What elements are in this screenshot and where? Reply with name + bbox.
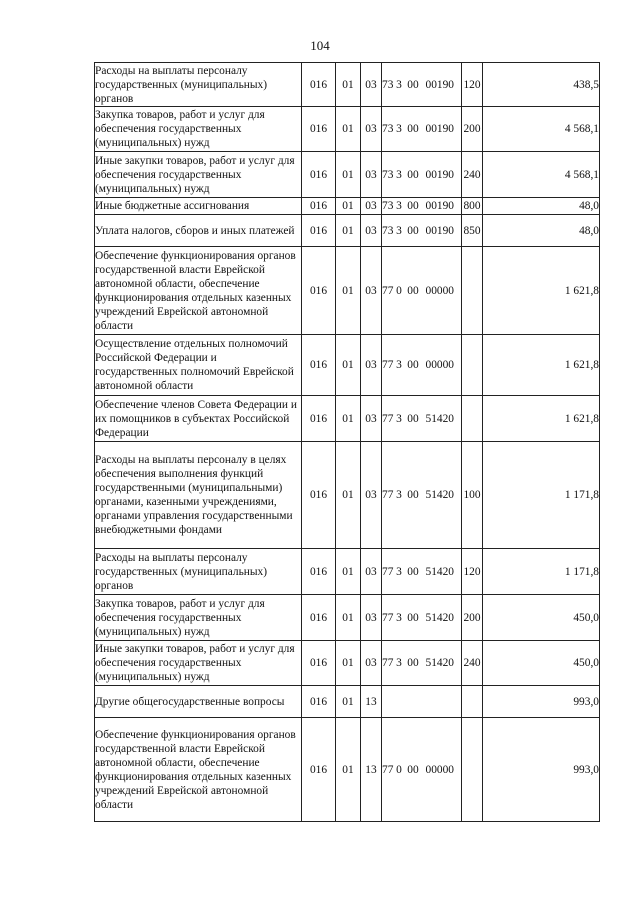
row-name: Уплата налогов, сборов и иных платежей (95, 215, 302, 247)
target-article-code (382, 686, 462, 718)
subsection-code: 03 (361, 107, 382, 152)
expense-type-code (462, 396, 483, 442)
table-row (95, 641, 600, 686)
section-code: 01 (336, 396, 361, 442)
target-article-code: 77 3 00 51420 (382, 396, 462, 442)
section-code: 01 (336, 107, 361, 152)
ministry-code: 016 (302, 107, 336, 152)
ministry-code: 016 (302, 718, 336, 822)
ministry-code: 016 (302, 247, 336, 335)
target-article-code: 73 3 00 00190 (382, 107, 462, 152)
row-name: Расходы на выплаты персоналу в целях обеспечения выполнения функций государственными (муниципальными) органами, казенными учреждениями, органами управления государственными внебюджетными фондами (95, 442, 302, 549)
target-article-code: 73 3 00 00190 (382, 198, 462, 215)
amount: 1 171,8 (483, 549, 600, 595)
subsection-code: 03 (361, 63, 382, 107)
ministry-code: 016 (302, 396, 336, 442)
section-code: 01 (336, 198, 361, 215)
table-row (95, 198, 600, 215)
target-article-code: 77 0 00 00000 (382, 718, 462, 822)
amount: 1 621,8 (483, 396, 600, 442)
table-row (95, 107, 600, 152)
target-article-code: 77 0 00 00000 (382, 247, 462, 335)
row-name: Осуществление отдельных полномочий Российской Федерации и государственных полномочий Еврейской автономной области (95, 335, 302, 396)
subsection-code: 03 (361, 198, 382, 215)
subsection-code: 03 (361, 247, 382, 335)
row-name: Обеспечение функционирования органов государственной власти Еврейской автономной области, обеспечение функционирования отдельных казенных учреждений Еврейской автономной области (95, 247, 302, 335)
section-code: 01 (336, 335, 361, 396)
section-code: 01 (336, 247, 361, 335)
table-row (95, 215, 600, 247)
target-article-code: 73 3 00 00190 (382, 215, 462, 247)
ministry-code: 016 (302, 686, 336, 718)
target-article-code: 73 3 00 00190 (382, 63, 462, 107)
table-row (95, 442, 600, 549)
subsection-code: 03 (361, 641, 382, 686)
expense-type-code: 850 (462, 215, 483, 247)
table-row (95, 549, 600, 595)
ministry-code: 016 (302, 335, 336, 396)
row-name: Иные закупки товаров, работ и услуг для обеспечения государственных (муниципальных) нужд (95, 152, 302, 198)
expense-type-code: 120 (462, 549, 483, 595)
expense-type-code: 200 (462, 107, 483, 152)
subsection-code: 03 (361, 396, 382, 442)
ministry-code: 016 (302, 442, 336, 549)
target-article-code: 77 3 00 00000 (382, 335, 462, 396)
amount: 1 621,8 (483, 335, 600, 396)
row-name: Обеспечение членов Совета Федерации и их помощников в субъектах Российской Федерации (95, 396, 302, 442)
table-row (95, 595, 600, 641)
target-article-code: 77 3 00 51420 (382, 641, 462, 686)
amount: 1 621,8 (483, 247, 600, 335)
row-name: Расходы на выплаты персоналу государственных (муниципальных) органов (95, 549, 302, 595)
ministry-code: 016 (302, 549, 336, 595)
table-row (95, 335, 600, 396)
page-number: 104 (310, 38, 330, 53)
row-name: Закупка товаров, работ и услуг для обеспечения государственных (муниципальных) нужд (95, 595, 302, 641)
row-name: Закупка товаров, работ и услуг для обеспечения государственных (муниципальных) нужд (95, 107, 302, 152)
amount: 450,0 (483, 595, 600, 641)
ministry-code: 016 (302, 215, 336, 247)
table-row (95, 63, 600, 107)
row-name: Иные закупки товаров, работ и услуг для обеспечения государственных (муниципальных) нужд (95, 641, 302, 686)
expense-type-code: 240 (462, 152, 483, 198)
ministry-code: 016 (302, 152, 336, 198)
ministry-code: 016 (302, 641, 336, 686)
ministry-code: 016 (302, 198, 336, 215)
subsection-code: 03 (361, 549, 382, 595)
subsection-code: 03 (361, 442, 382, 549)
expense-type-code: 800 (462, 198, 483, 215)
section-code: 01 (336, 442, 361, 549)
ministry-code: 016 (302, 63, 336, 107)
row-name: Другие общегосударственные вопросы (95, 686, 302, 718)
section-code: 01 (336, 641, 361, 686)
section-code: 01 (336, 215, 361, 247)
table-row (95, 396, 600, 442)
section-code: 01 (336, 686, 361, 718)
subsection-code: 03 (361, 595, 382, 641)
target-article-code: 77 3 00 51420 (382, 549, 462, 595)
subsection-code: 03 (361, 215, 382, 247)
budget-table (94, 62, 600, 822)
row-name: Иные бюджетные ассигнования (95, 198, 302, 215)
subsection-code: 13 (361, 718, 382, 822)
amount: 438,5 (483, 63, 600, 107)
amount: 4 568,1 (483, 152, 600, 198)
table-row (95, 247, 600, 335)
amount: 993,0 (483, 718, 600, 822)
subsection-code: 03 (361, 152, 382, 198)
table-row (95, 152, 600, 198)
amount: 450,0 (483, 641, 600, 686)
section-code: 01 (336, 152, 361, 198)
table-row (95, 686, 600, 718)
section-code: 01 (336, 718, 361, 822)
subsection-code: 03 (361, 335, 382, 396)
amount: 48,0 (483, 215, 600, 247)
expense-type-code (462, 686, 483, 718)
amount: 993,0 (483, 686, 600, 718)
amount: 1 171,8 (483, 442, 600, 549)
section-code: 01 (336, 63, 361, 107)
target-article-code: 77 3 00 51420 (382, 595, 462, 641)
subsection-code: 13 (361, 686, 382, 718)
expense-type-code: 240 (462, 641, 483, 686)
row-name: Расходы на выплаты персоналу государственных (муниципальных) органов (95, 63, 302, 107)
target-article-code: 77 3 00 51420 (382, 442, 462, 549)
expense-type-code: 200 (462, 595, 483, 641)
target-article-code: 73 3 00 00190 (382, 152, 462, 198)
section-code: 01 (336, 595, 361, 641)
expense-type-code: 120 (462, 63, 483, 107)
expense-type-code (462, 718, 483, 822)
expense-type-code (462, 335, 483, 396)
expense-type-code: 100 (462, 442, 483, 549)
amount: 48,0 (483, 198, 600, 215)
budget-table-body (95, 63, 600, 822)
row-name: Обеспечение функционирования органов государственной власти Еврейской автономной области, обеспечение функционирования отдельных казенных учреждений Еврейской автономной области (95, 718, 302, 822)
amount: 4 568,1 (483, 107, 600, 152)
section-code: 01 (336, 549, 361, 595)
ministry-code: 016 (302, 595, 336, 641)
table-row (95, 718, 600, 822)
expense-type-code (462, 247, 483, 335)
